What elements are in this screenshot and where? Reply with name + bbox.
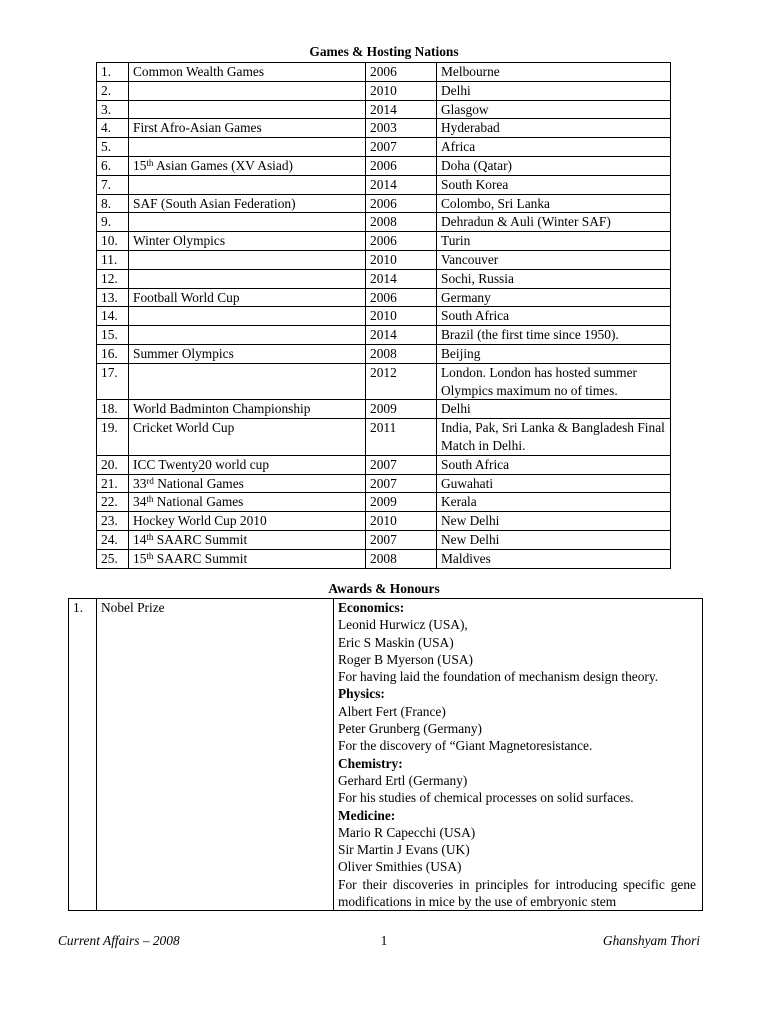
- award-category: [338, 599, 696, 616]
- row-number: 25.: [97, 549, 129, 568]
- award-detail-line: For their discoveries in principles for introducing specific gene modifications in mice by the use of embryonic stem: [338, 876, 696, 910]
- award-category: [338, 807, 696, 824]
- footer-doc-title: Current Affairs – 2008: [58, 933, 180, 948]
- row-number: 15.: [97, 326, 129, 345]
- award-detail-line: Leonid Hurwicz (USA),: [338, 617, 468, 633]
- award-detail-line: Gerhard Ertl (Germany): [338, 772, 468, 788]
- event-ordinal: 14: [133, 531, 147, 547]
- host-nation: South Korea: [437, 175, 671, 194]
- event-name: [129, 363, 366, 400]
- row-number: 24.: [97, 530, 129, 549]
- row-number: 16.: [97, 344, 129, 363]
- event-name: [129, 156, 366, 175]
- event-year: 2014: [366, 175, 437, 194]
- ordinal-suffix: rd: [146, 475, 154, 486]
- event-name: [129, 326, 366, 345]
- event-year: 2008: [366, 549, 437, 568]
- table-row: [97, 194, 671, 213]
- ordinal-suffix: th: [146, 494, 154, 505]
- table-row: [97, 250, 671, 269]
- row-number: 20.: [97, 455, 129, 474]
- row-number: 6.: [97, 156, 129, 175]
- table-row: [97, 474, 671, 493]
- row-number: 4.: [97, 119, 129, 138]
- event-title: Asian Games (XV Asiad): [153, 157, 293, 173]
- table-row: [97, 269, 671, 288]
- host-nation: New Delhi: [437, 530, 671, 549]
- event-name: [129, 250, 366, 269]
- host-nation: Vancouver: [437, 250, 671, 269]
- host-nation: South Africa: [437, 307, 671, 326]
- award-detail-line: Albert Fert (France): [338, 703, 446, 719]
- table-row: [97, 512, 671, 531]
- host-nation: Doha (Qatar): [437, 156, 671, 175]
- row-number: 1.: [97, 63, 129, 82]
- table-row: [97, 549, 671, 568]
- award-detail-line: For having laid the foundation of mechanism design theory.: [338, 669, 659, 685]
- host-nation: Delhi: [437, 400, 671, 419]
- table-row: [97, 344, 671, 363]
- row-number: 21.: [97, 474, 129, 493]
- event-name: First Afro-Asian Games: [129, 119, 366, 138]
- table-row: [97, 363, 671, 400]
- table-row: [97, 119, 671, 138]
- event-title: SAARC Summit: [153, 531, 248, 547]
- event-name: [129, 549, 366, 568]
- event-year: 2011: [366, 419, 437, 456]
- table-row: [97, 530, 671, 549]
- event-name: ICC Twenty20 world cup: [129, 455, 366, 474]
- award-detail-line: Sir Martin J Evans (UK): [338, 842, 470, 858]
- category-label: Chemistry:: [338, 755, 403, 771]
- host-nation: Guwahati: [437, 474, 671, 493]
- table-row: [97, 288, 671, 307]
- event-ordinal: 15: [133, 157, 147, 173]
- host-nation: Dehradun & Auli (Winter SAF): [437, 213, 671, 232]
- table-row: [97, 455, 671, 474]
- row-number: 8.: [97, 194, 129, 213]
- event-year: 2009: [366, 400, 437, 419]
- event-year: 2006: [366, 232, 437, 251]
- host-nation: Brazil (the first time since 1950).: [437, 326, 671, 345]
- event-year: 2010: [366, 81, 437, 100]
- row-number: 12.: [97, 269, 129, 288]
- event-name: Summer Olympics: [129, 344, 366, 363]
- host-nation: Delhi: [437, 81, 671, 100]
- games-table: [96, 62, 671, 569]
- event-year: 2003: [366, 119, 437, 138]
- event-year: 2006: [366, 288, 437, 307]
- row-number: 14.: [97, 307, 129, 326]
- event-ordinal: 15: [133, 550, 147, 566]
- row-number: 5.: [97, 138, 129, 157]
- award-detail-line: Mario R Capecchi (USA): [338, 824, 476, 840]
- row-number: 22.: [97, 493, 129, 512]
- table-row: [97, 326, 671, 345]
- host-nation: Kerala: [437, 493, 671, 512]
- row-number: 18.: [97, 400, 129, 419]
- host-nation: Turin: [437, 232, 671, 251]
- table-row: [69, 599, 703, 911]
- event-name: [129, 138, 366, 157]
- table-row: [97, 232, 671, 251]
- row-number: 17.: [97, 363, 129, 400]
- table-row: [97, 63, 671, 82]
- event-year: 2007: [366, 138, 437, 157]
- event-name: Football World Cup: [129, 288, 366, 307]
- award-detail-line: Peter Grunberg (Germany): [338, 721, 483, 737]
- event-name: [129, 269, 366, 288]
- table-row: [97, 213, 671, 232]
- event-name: World Badminton Championship: [129, 400, 366, 419]
- event-year: 2014: [366, 326, 437, 345]
- event-year: 2010: [366, 250, 437, 269]
- event-year: 2014: [366, 269, 437, 288]
- host-nation: Colombo, Sri Lanka: [437, 194, 671, 213]
- host-nation: India, Pak, Sri Lanka & Bangladesh Final Match in Delhi.: [437, 419, 671, 456]
- ordinal-suffix: th: [146, 157, 154, 168]
- host-nation: Hyderabad: [437, 119, 671, 138]
- event-year: 2010: [366, 512, 437, 531]
- table-row: [97, 307, 671, 326]
- event-year: 2014: [366, 100, 437, 119]
- page-number: 1: [380, 933, 388, 948]
- event-year: 2006: [366, 156, 437, 175]
- row-number: 23.: [97, 512, 129, 531]
- event-year: 2007: [366, 530, 437, 549]
- host-nation: Melbourne: [437, 63, 671, 82]
- event-title: National Games: [153, 494, 244, 510]
- host-nation: New Delhi: [437, 512, 671, 531]
- event-year: 2009: [366, 493, 437, 512]
- table-row: [97, 175, 671, 194]
- host-nation: Glasgow: [437, 100, 671, 119]
- table-row: [97, 493, 671, 512]
- event-ordinal: 34: [133, 494, 147, 510]
- games-table-body: [97, 63, 671, 569]
- host-nation: Africa: [437, 138, 671, 157]
- event-year: 2012: [366, 363, 437, 400]
- table-row: [97, 400, 671, 419]
- award-name: Nobel Prize: [97, 599, 334, 911]
- event-name: Hockey World Cup 2010: [129, 512, 366, 531]
- event-name: [129, 213, 366, 232]
- event-year: 2006: [366, 194, 437, 213]
- awards-table: [68, 598, 703, 911]
- awards-section-title: Awards & Honours: [328, 581, 440, 596]
- table-row: [97, 81, 671, 100]
- table-row: [97, 138, 671, 157]
- table-row: [97, 419, 671, 456]
- row-number: 7.: [97, 175, 129, 194]
- table-row: [97, 100, 671, 119]
- host-nation: London. London has hosted summer Olympics maximum no of times.: [437, 363, 671, 400]
- ordinal-suffix: th: [146, 531, 154, 542]
- event-name: SAF (South Asian Federation): [129, 194, 366, 213]
- host-nation: South Africa: [437, 455, 671, 474]
- category-label: Economics:: [338, 600, 405, 615]
- host-nation: Maldives: [437, 549, 671, 568]
- award-detail-line: For the discovery of “Giant Magnetoresistance.: [338, 738, 593, 754]
- event-year: 2008: [366, 344, 437, 363]
- category-label: Medicine:: [338, 807, 396, 823]
- award-detail-line: Roger B Myerson (USA): [338, 651, 474, 667]
- row-number: 9.: [97, 213, 129, 232]
- award-category: [338, 755, 696, 772]
- award-category: [338, 685, 696, 702]
- category-label: Physics:: [338, 686, 385, 702]
- event-title: SAARC Summit: [153, 550, 248, 566]
- event-name: [129, 81, 366, 100]
- host-nation: Sochi, Russia: [437, 269, 671, 288]
- row-number: 3.: [97, 100, 129, 119]
- award-detail-line: Eric S Maskin (USA): [338, 634, 454, 650]
- row-number: 2.: [97, 81, 129, 100]
- row-number: 10.: [97, 232, 129, 251]
- award-details: [334, 599, 703, 911]
- event-year: 2006: [366, 63, 437, 82]
- event-year: 2007: [366, 455, 437, 474]
- row-number: 13.: [97, 288, 129, 307]
- event-name: [129, 307, 366, 326]
- host-nation: Beijing: [437, 344, 671, 363]
- event-name: [129, 474, 366, 493]
- row-number: 19.: [97, 419, 129, 456]
- games-section-title: Games & Hosting Nations: [309, 44, 459, 59]
- row-number: 11.: [97, 250, 129, 269]
- footer-author: Ghanshyam Thori: [602, 933, 700, 948]
- event-year: 2010: [366, 307, 437, 326]
- award-detail-line: Oliver Smithies (USA): [338, 859, 462, 875]
- event-name: [129, 530, 366, 549]
- host-nation: Germany: [437, 288, 671, 307]
- event-name: [129, 175, 366, 194]
- event-title: National Games: [153, 475, 244, 491]
- event-name: Common Wealth Games: [129, 63, 366, 82]
- award-number: 1.: [69, 599, 97, 911]
- event-name: Winter Olympics: [129, 232, 366, 251]
- event-year: 2007: [366, 474, 437, 493]
- event-ordinal: 33: [133, 475, 147, 491]
- event-name: Cricket World Cup: [129, 419, 366, 456]
- award-detail-line: For his studies of chemical processes on solid surfaces.: [338, 790, 634, 806]
- table-row: [97, 156, 671, 175]
- event-name: [129, 100, 366, 119]
- event-year: 2008: [366, 213, 437, 232]
- event-name: [129, 493, 366, 512]
- ordinal-suffix: th: [146, 550, 154, 561]
